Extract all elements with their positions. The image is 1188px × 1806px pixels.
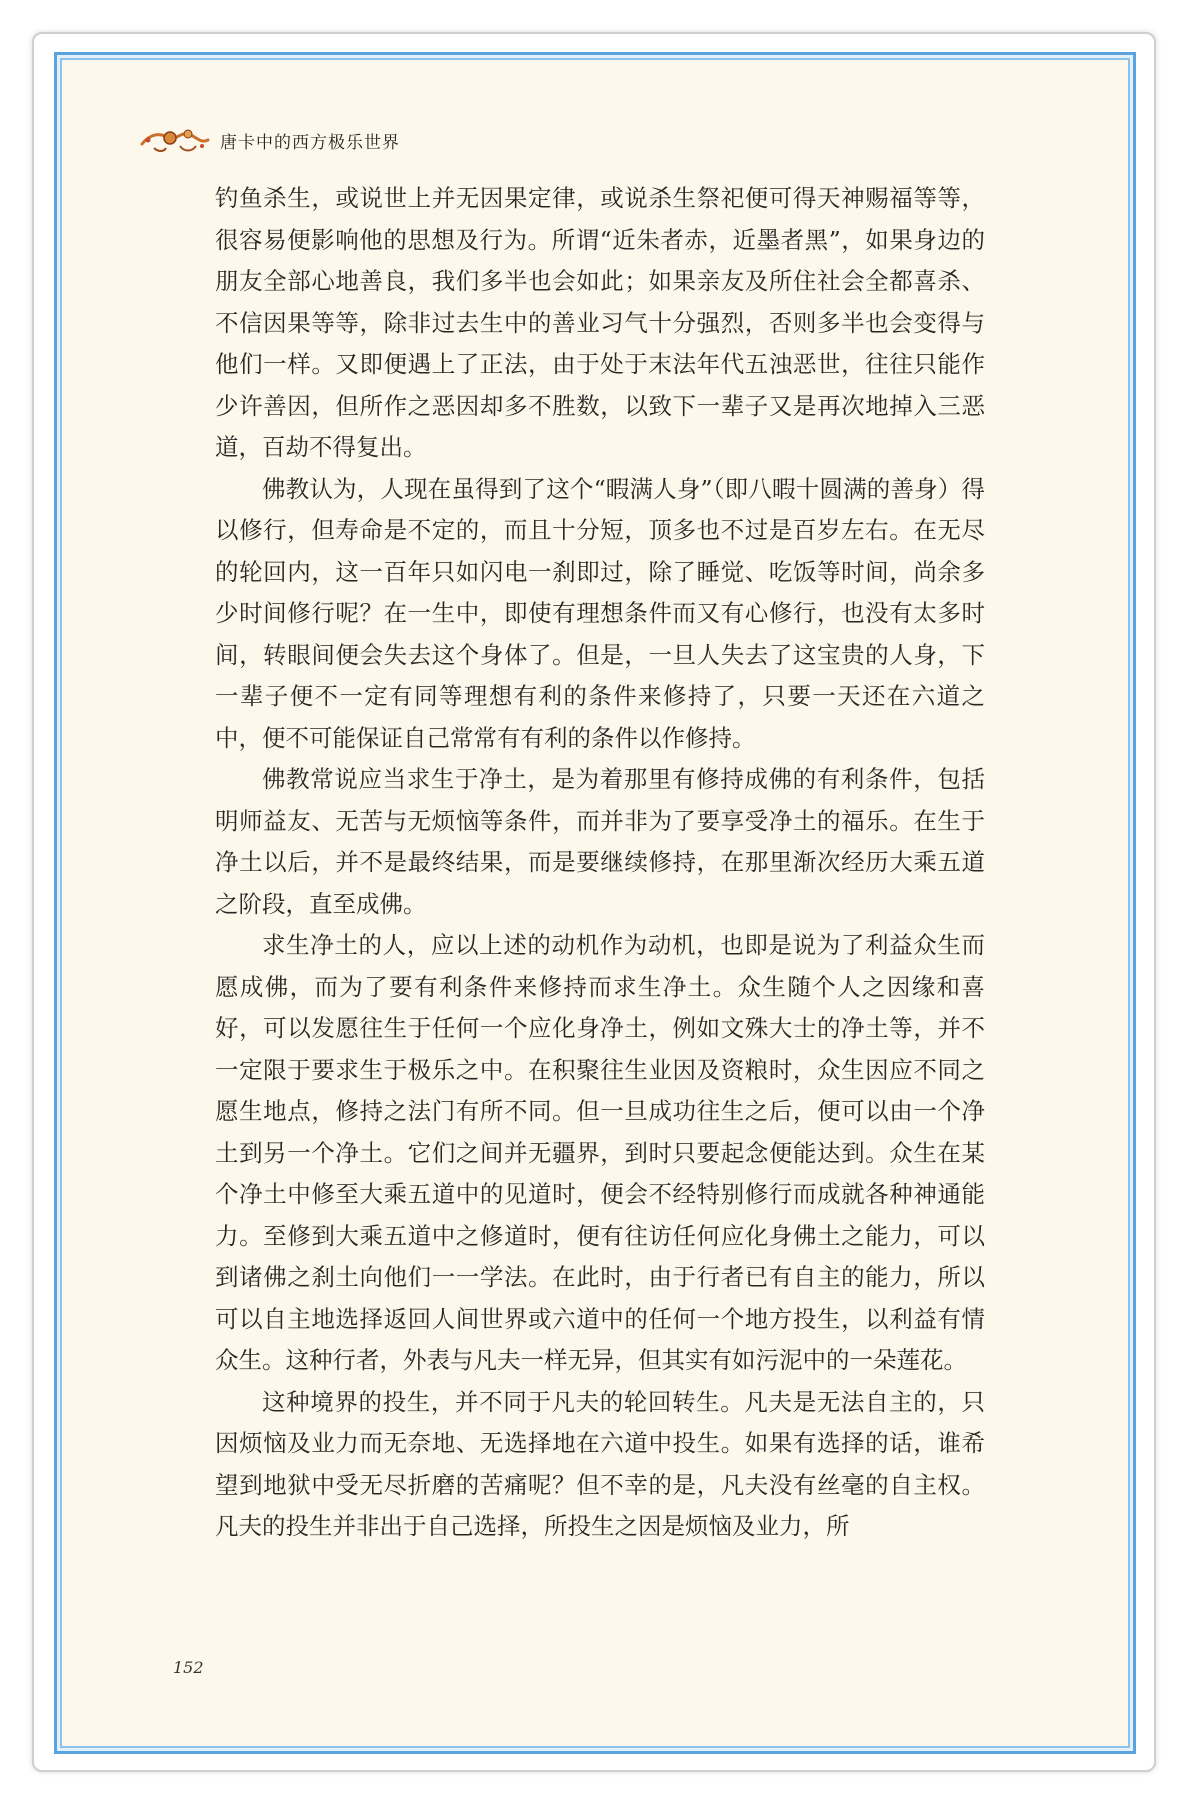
paragraph: 佛教常说应当求生于净土，是为着那里有修持成佛的有利条件，包括明师益友、无苦与无烦恼等条件，而并非为了要享受净土的福乐。在生于净土以后，并不是最终结果，而是要继续修持，在那里渐次经历大乘五道之阶段，直至成佛。	[215, 765, 985, 918]
paragraph: 钓鱼杀生，或说世上并无因果定律，或说杀生祭祀便可得天神赐福等等，很容易便影响他的思想及行为。所谓“近朱者赤，近墨者黑”，如果身边的朋友全部心地善良，我们多半也会如此；如果亲友及所住社会全都喜杀、不信因果等等，除非过去生中的善业习气十分强烈，否则多半也会变得与他们一样。又即便遇上了正法，由于处于末法年代五浊恶世，往往只能作少许善因，但所作之恶因却多不胜数，以致下一辈子又是再次地掉入三恶道，百劫不得复出。	[215, 184, 985, 461]
running-header	[140, 120, 400, 160]
paragraph: 佛教认为，人现在虽得到了这个“暇满人身”（即八暇十圆满的善身）得以修行，但寿命是不定的，而且十分短，顶多也不过是百岁左右。在无尽的轮回内，这一百年只如闪电一刹即过，除了睡觉、吃饭等时间，尚余多少时间修行呢？在一生中，即使有理想条件而又有心修行，也没有太多时间，转眼间便会失去这个身体了。但是，一旦人失去了这宝贵的人身，下一辈子便不一定有同等理想有利的条件来修持了，只要一天还在六道之中，便不可能保证自己常常有有利的条件以作修持。	[215, 474, 985, 752]
paragraph: 这种境界的投生，并不同于凡夫的轮回转生。凡夫是无法自主的，只因烦恼及业力而无奈地、无选择地在六道中投生。如果有选择的话，谁希望到地狱中受无尽折磨的苦痛呢？但不幸的是，凡夫没有丝毫的自主权。凡夫的投生并非出于自己选择，所投生之因是烦恼及业力，所	[215, 1387, 985, 1540]
paragraph: 求生净土的人，应以上述的动机作为动机，也即是说为了利益众生而愿成佛，而为了要有利条件来修持而求生净土。众生随个人之因缘和喜好，可以发愿往生于任何一个应化身净土，例如文殊大士的净土等，并不一定限于要求生于极乐之中。在积聚往生业因及资粮时，众生因应不同之愿生地点，修持之法门有所不同。但一旦成功往生之后，便可以由一个净土到另一个净土。它们之间并无疆界，到时只要起念便能达到。众生在某个净土中修至大乘五道中的见道时，便会不经特别修行而成就各种神通能力。至修到大乘五道中之修道时，便有往访任何应化身佛土之能力，可以到诸佛之刹土向他们一一学法。在此时，由于行者已有自主的能力，所以可以自主地选择返回人间世界或六道中的任何一个地方投生，以利益有情众生。这种行者，外表与凡夫一样无异，但其实有如污泥中的一朵莲花。	[215, 931, 985, 1374]
body-text	[215, 178, 985, 1548]
dragon-ornament-icon	[140, 122, 210, 158]
running-title: 唐卡中的西方极乐世界	[220, 132, 400, 153]
page-number: 152	[173, 1658, 204, 1677]
